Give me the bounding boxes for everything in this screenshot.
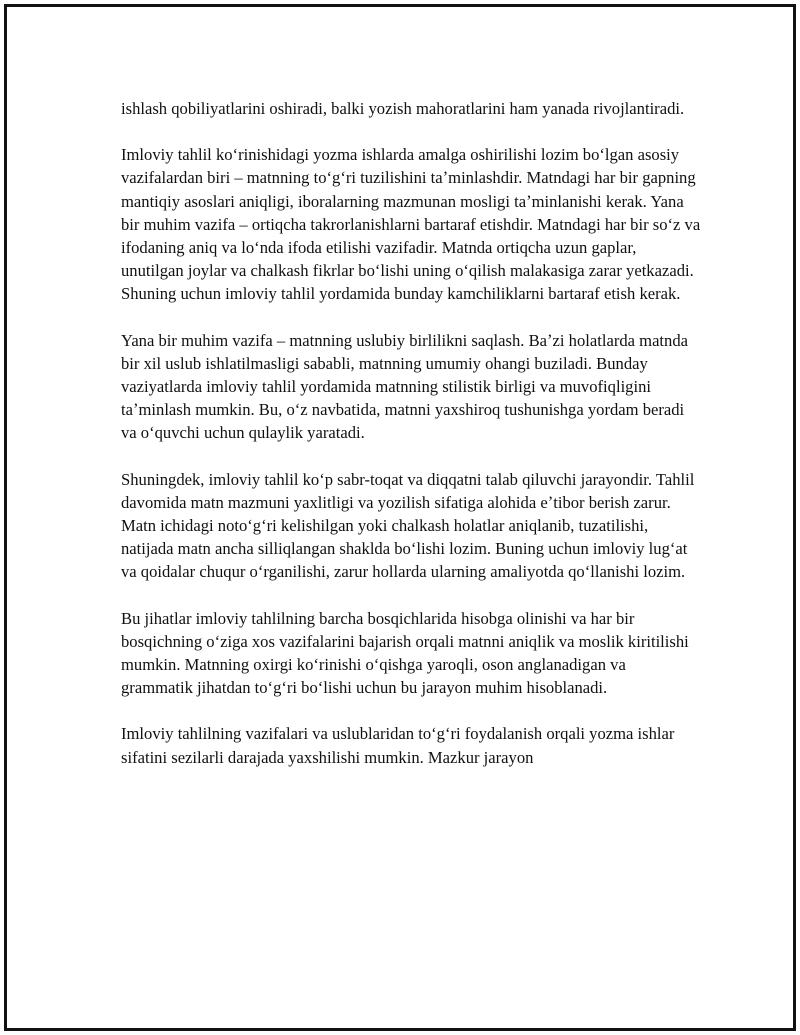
paragraph-4: Shuningdek, imloviy tahlil koʻp sabr-toqat va diqqatni talab qiluvchi jarayondir. Tahlil davomida matn mazmuni yaxlitligi va yozilish sifatiga alohida eʼtibor berish zarur. Matn ichidagi notoʻgʻri kelishilgan yoki chalkash holatlar aniqlanib, tuzatilishi, natijada matn ancha silliqlangan shaklda boʻlishi lozim. Buning uchun imloviy lugʻat va qoidalar chuqur oʻrganilishi, zarur hollarda ularning amaliyotda qoʻllanishi lozim.: [121, 469, 695, 582]
paragraph-1: ishlash qobiliyatlarini oshiradi, balki yozish mahoratlarini ham yanada rivojlantiradi.: [121, 99, 685, 118]
paragraph-3: Yana bir muhim vazifa – matnning uslubiy birlilikni saqlash. Baʼzi holatlarda matnda bir xil uslub ishlatilmasligi sababli, matnning umumiy ohangi buziladi. Bunday vaziyatlarda imloviy tahlil yordamida matnning stilistik birligi va muvofiqligini taʼminlash mumkin. Bu, oʻz navbatida, matnni yaxshiroq tushunishga yordam beradi va oʻquvchi uchun qulaylik yaratadi.: [121, 330, 688, 443]
document-page: [4, 4, 796, 1031]
paragraph-2: Imloviy tahlil koʻrinishidagi yozma ishlarda amalga oshirilishi lozim boʻlgan asosiy vazifalardan biri – matnning toʻgʻri tuzilishini taʼminlashdir. Matndagi har bir gapning mantiqiy asoslari aniqligi, iboralarning mazmunan mosligi taʼminlanishi kerak. Yana bir muhim vazifa – ortiqcha takrorlanishlarni bartaraf etishdir. Matndagi har bir soʻz va ifodaning aniq va loʻnda ifoda etilishi vazifadir. Matnda ortiqcha uzun gaplar, unutilgan joylar va chalkash fikrlar boʻlishi uning oʻqilish malakasiga zarar yetkazadi. Shuning uchun imloviy tahlil yordamida bunday kamchiliklarni bartaraf etish kerak.: [121, 145, 701, 304]
paragraph-5: Bu jihatlar imloviy tahlilning barcha bosqichlarida hisobga olinishi va har bir bosqichning oʻziga xos vazifalarini bajarish orqali matnni aniqlik va moslik kiritilishi mumkin. Matnning oxirgi koʻrinishi oʻqishga yaroqli, oson anglanadigan va grammatik jihatdan toʻgʻri boʻlishi uchun bu jarayon muhim hisoblanadi.: [121, 608, 689, 698]
document-body: [121, 97, 701, 792]
paragraph-6: Imloviy tahlilning vazifalari va uslublaridan toʻgʻri foydalanish orqali yozma ishlar sifatini sezilarli darajada yaxshilishi mumkin. Mazkur jarayon: [121, 724, 675, 767]
